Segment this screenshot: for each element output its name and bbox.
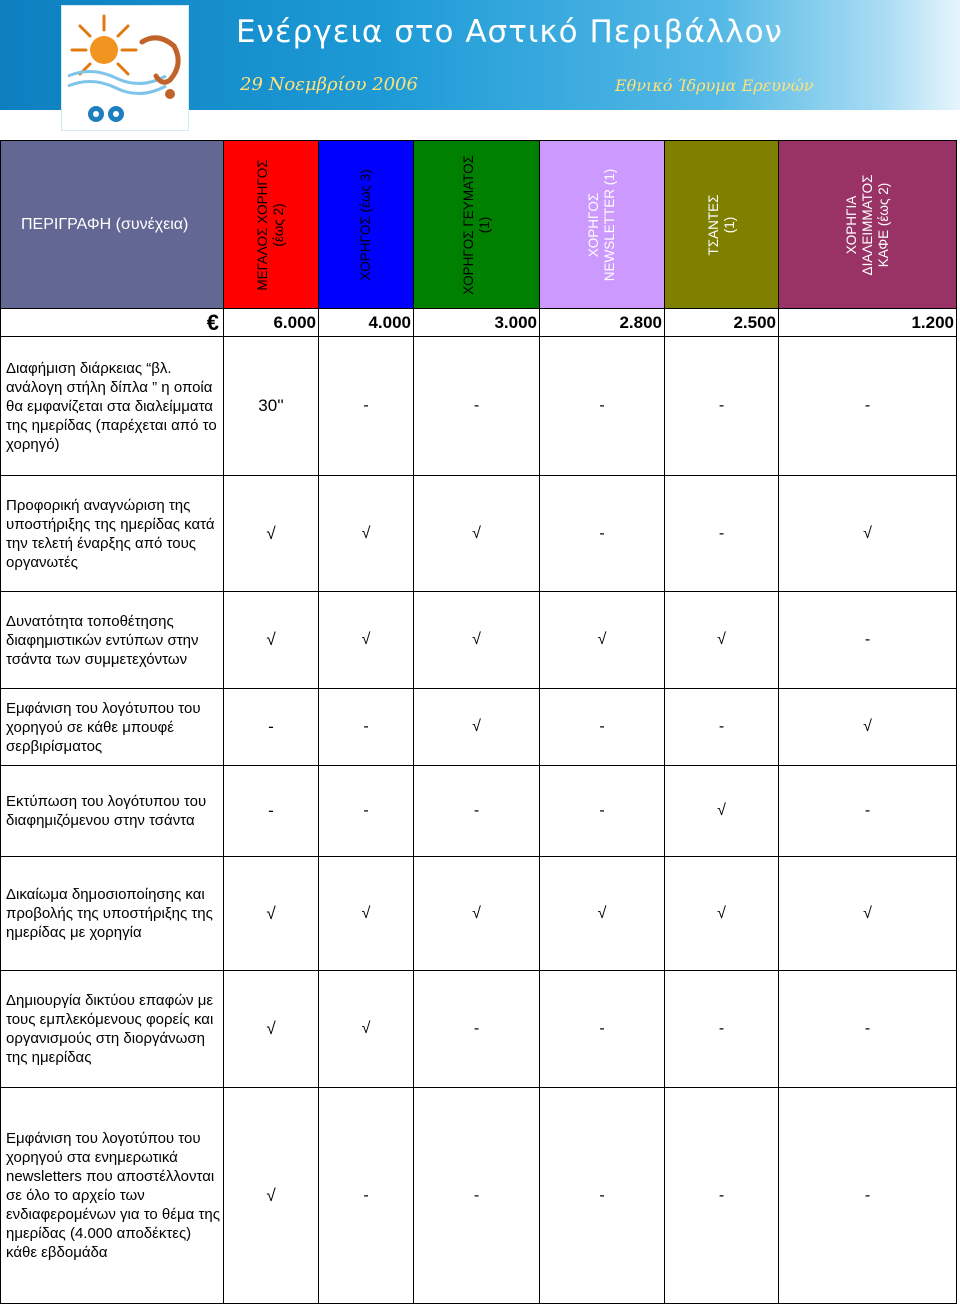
value-cell: √: [414, 592, 540, 689]
header-row: [1, 141, 957, 309]
value-cell: -: [779, 971, 957, 1088]
table-row: [1, 337, 957, 476]
column-header-label: [586, 168, 618, 281]
column-header: [779, 141, 957, 309]
column-header: [319, 141, 414, 309]
column-header: [414, 141, 540, 309]
column-header-label: [461, 155, 493, 295]
value-cell: -: [224, 689, 319, 766]
value-cell: -: [665, 1088, 779, 1304]
value-cell: √: [224, 592, 319, 689]
price-cell: 6.000: [224, 309, 319, 337]
column-header-label: [358, 169, 374, 281]
value-cell: √: [224, 857, 319, 971]
value-cell: -: [414, 971, 540, 1088]
value-cell: √: [319, 971, 414, 1088]
row-description: Διαφήμιση διάρκειας “βλ. ανάλογη στήλη δίπλα ” η οποία θα εμφανίζεται στα διαλείμματα της ημερίδας (παρέχεται από το χορηγό): [1, 337, 224, 476]
column-header-line: (1): [476, 216, 492, 233]
price-cell: 2.500: [665, 309, 779, 337]
value-cell: √: [319, 592, 414, 689]
value-cell: -: [665, 337, 779, 476]
column-header-line: ΧΟΡΗΓΟΣ ΓΕΥΜΑΤΟΣ: [460, 154, 476, 295]
value-cell: -: [779, 766, 957, 857]
value-cell: -: [540, 1088, 665, 1304]
value-cell: -: [540, 766, 665, 857]
price-cell: 3.000: [414, 309, 540, 337]
event-organization: Εθνικό Ίδρυμα Ερευνών: [615, 76, 814, 95]
event-date: 29 Νοεμβρίου 2006: [240, 74, 418, 95]
table-row: [1, 857, 957, 971]
column-header-line: ΤΣΑΝΤΕΣ: [705, 194, 721, 255]
row-description: Δικαίωμα δημοσιοποίησης και προβολής της υποστήριξης της ημερίδας με χορηγία: [1, 857, 224, 971]
value-cell: √: [540, 857, 665, 971]
value-cell: √: [665, 766, 779, 857]
value-cell: -: [319, 1088, 414, 1304]
column-header-line: (έως 2): [271, 202, 286, 247]
value-cell: √: [540, 592, 665, 689]
event-title: Ενέργεια στο Αστικό Περιβάλλον: [236, 14, 783, 50]
table-row: [1, 476, 957, 592]
column-header-line: ΧΟΡΗΓΟΣ: [586, 192, 601, 257]
row-description: Εμφάνιση του λογότυπου του χορηγού σε κάθε μπουφέ σερβιρίσματος: [1, 689, 224, 766]
value-cell: -: [414, 337, 540, 476]
header-banner: [0, 0, 960, 140]
value-cell: √: [414, 476, 540, 592]
column-header-line: ΜΕΓΑΛΟΣ ΧΟΡΗΓΟΣ: [255, 158, 270, 291]
value-cell: -: [224, 766, 319, 857]
value-cell: -: [319, 689, 414, 766]
value-cell: √: [224, 476, 319, 592]
column-header-line: (1): [721, 216, 737, 233]
euro-symbol: €: [1, 309, 224, 337]
value-cell: -: [779, 1088, 957, 1304]
value-cell: 30'': [224, 337, 319, 476]
column-header-line: ΚΑΦΕ (έως 2): [875, 182, 891, 267]
value-cell: √: [319, 476, 414, 592]
value-cell: -: [665, 476, 779, 592]
sponsorship-table: [0, 140, 957, 1304]
row-description: Εκτύπωση του λογότυπου του διαφημιζόμενου στην τσάντα: [1, 766, 224, 857]
column-header: [540, 141, 665, 309]
column-header-label: [255, 159, 287, 290]
value-cell: -: [540, 337, 665, 476]
column-header-line: ΧΟΡΗΓΙΑ: [843, 195, 859, 254]
column-header: [665, 141, 779, 309]
row-description: Προφορική αναγνώριση της υποστήριξης της ημερίδας κατά την τελετή έναρξης από τους οργανωτές: [1, 476, 224, 592]
row-description: Εμφάνιση του λογοτύπου του χορηγού στα ενημερωτικά newsletters που αποστέλλονται σε όλο το αρχείο των ενδιαφερομένων για το θέμα της ημερίδας (4.000 αποδέκτες) κάθε εβδομάδα: [1, 1088, 224, 1304]
column-header: [224, 141, 319, 309]
table-row: [1, 971, 957, 1088]
event-logo: [62, 6, 188, 130]
price-cell: 1.200: [779, 309, 957, 337]
value-cell: -: [779, 337, 957, 476]
value-cell: √: [665, 857, 779, 971]
table-row: [1, 1088, 957, 1304]
value-cell: -: [414, 1088, 540, 1304]
value-cell: √: [665, 592, 779, 689]
table-row: [1, 766, 957, 857]
value-cell: -: [665, 971, 779, 1088]
value-cell: -: [319, 766, 414, 857]
table-row: [1, 592, 957, 689]
value-cell: -: [414, 766, 540, 857]
column-header-line: ΧΟΡΗΓΟΣ (έως 3): [358, 168, 373, 281]
value-cell: √: [319, 857, 414, 971]
price-cell: 2.800: [540, 309, 665, 337]
value-cell: √: [224, 971, 319, 1088]
row-description: Δημιουργία δικτύου επαφών με τους εμπλεκόμενους φορείς και οργανισμούς στη διοργάνωση της ημερίδας: [1, 971, 224, 1088]
value-cell: -: [665, 689, 779, 766]
row-description: Δυνατότητα τοποθέτησης διαφημιστικών εντύπων στην τσάντα των συμμετεχόντων: [1, 592, 224, 689]
value-cell: -: [540, 689, 665, 766]
value-cell: √: [779, 476, 957, 592]
value-cell: -: [319, 337, 414, 476]
value-cell: √: [779, 689, 957, 766]
value-cell: √: [414, 857, 540, 971]
value-cell: √: [414, 689, 540, 766]
column-header-label: [706, 194, 738, 255]
value-cell: -: [540, 476, 665, 592]
value-cell: √: [779, 857, 957, 971]
column-header-label: [844, 174, 892, 275]
table-row: [1, 689, 957, 766]
value-cell: √: [224, 1088, 319, 1304]
price-row: [1, 309, 957, 337]
value-cell: -: [779, 592, 957, 689]
description-header: ΠΕΡΙΓΡΑΦΗ (συνέχεια): [1, 141, 224, 309]
price-cell: 4.000: [319, 309, 414, 337]
column-header-line: ΔΙΑΛΕΙΜΜΑΤΟΣ: [859, 174, 875, 275]
column-header-line: NEWSLETTER (1): [602, 168, 617, 281]
value-cell: -: [540, 971, 665, 1088]
